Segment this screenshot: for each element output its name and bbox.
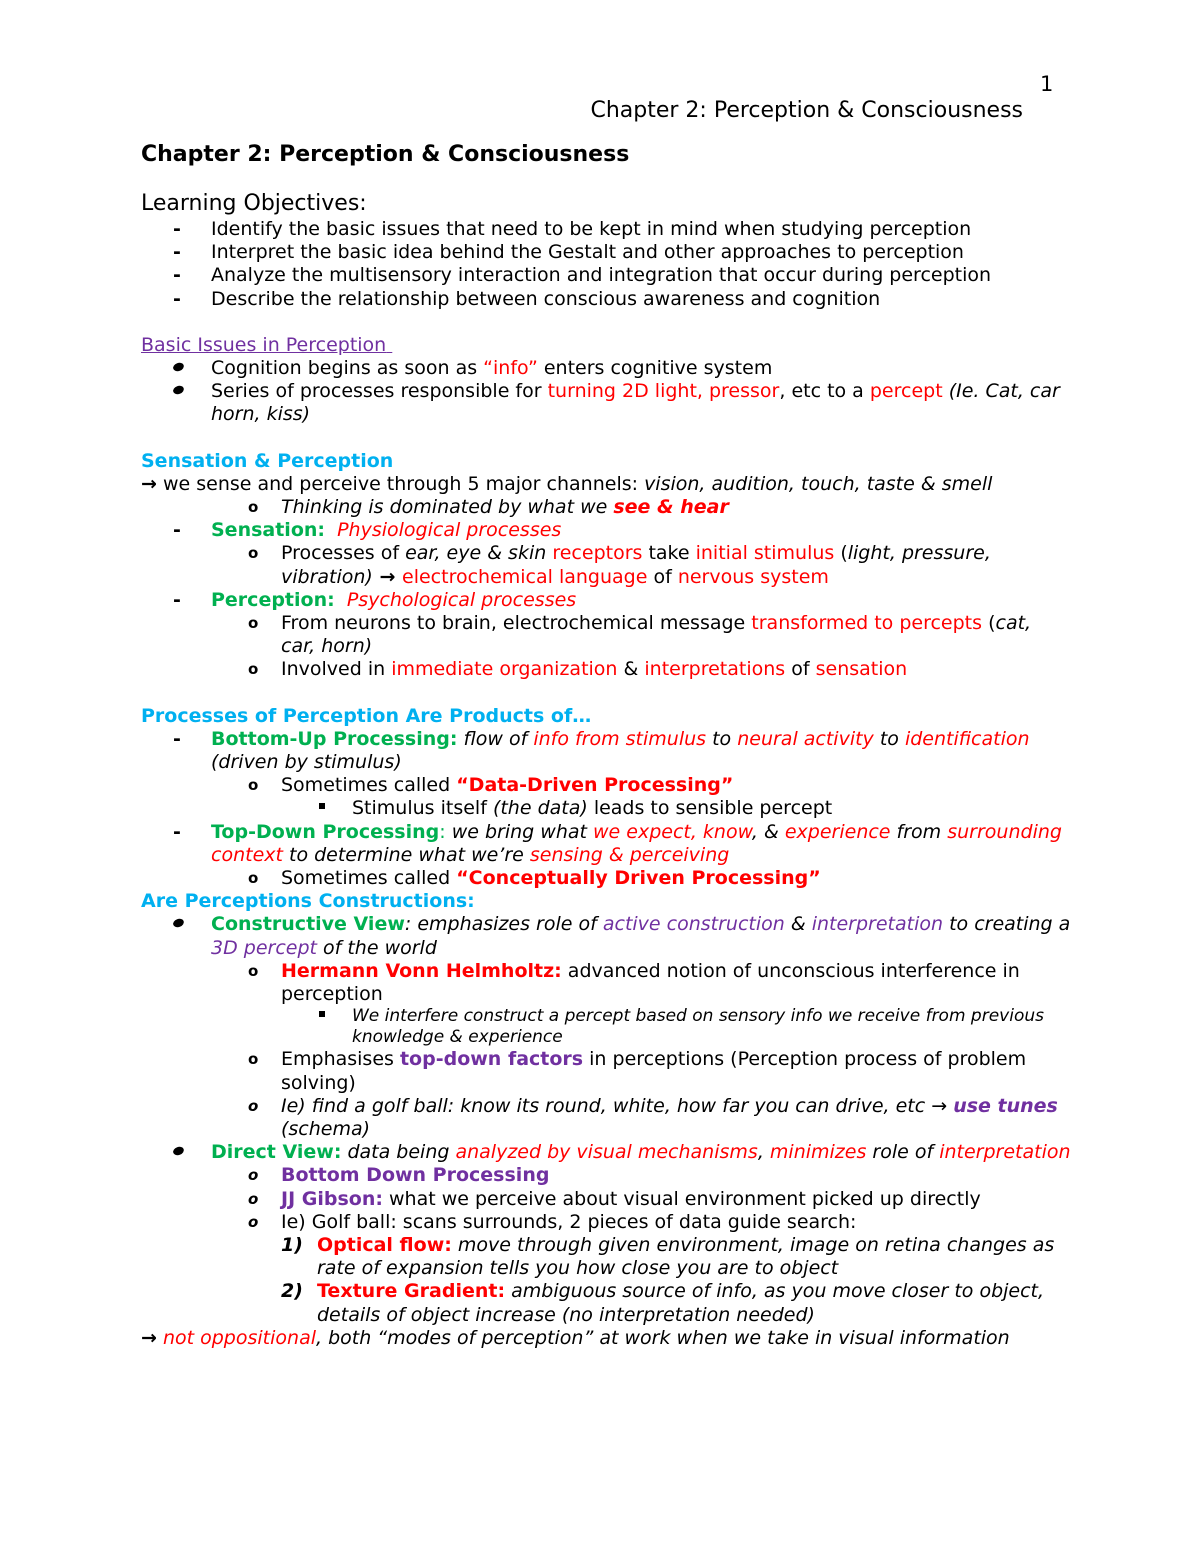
list-item: o Thinking is dominated by what we see & hear <box>248 496 729 519</box>
circle-bullet-icon: o <box>248 498 259 517</box>
square-bullet-icon <box>319 797 325 820</box>
list-item: o Sometimes called “Data-Driven Processing” <box>248 774 734 797</box>
circle-bullet-icon: o <box>248 1166 259 1185</box>
document-body <box>141 140 1071 1350</box>
list-item: o Emphasises top-down factors in perceptions (Perception process of problem solving) <box>248 1048 1027 1094</box>
list-item: 2) Texture Gradient: ambiguous source of info, as you move closer to object, details of object increase (no interpretation needed) <box>281 1280 1045 1326</box>
list-item: Constructive View: emphasizes role of active construction & interpretation to creating a 3D percept of the world <box>141 913 1071 959</box>
list-item: - Perception: Psychological processes <box>173 588 577 611</box>
list-item: - Analyze the multisensory interaction and integration that occur during perception <box>173 264 992 287</box>
list-item: o JJ Gibson: what we perceive about visual environment picked up directly <box>248 1187 981 1210</box>
list-item: 1) Optical flow: move through given environment, image on retina changes as rate of expansion tells you how close you are to object <box>281 1233 1055 1280</box>
dash-bullet-icon: - <box>173 287 181 310</box>
circle-bullet-icon: o <box>248 544 259 563</box>
paragraph: → not oppositional, both “modes of perception” at work when we take in visual information <box>141 1326 1010 1349</box>
list-item: o From neurons to brain, electrochemical message transformed to percepts (cat, car, horn) <box>248 612 1032 658</box>
list-item: o Ie) Golf ball: scans surrounds, 2 pieces of data guide search: <box>248 1210 857 1233</box>
list-item: o Ie) find a golf ball: know its round, white, how far you can drive, etc → use tunes (schema) <box>248 1094 1058 1140</box>
bullet-icon <box>173 1141 184 1164</box>
list-item: Cognition begins as soon as “info” enters cognitive system <box>141 357 1071 380</box>
circle-bullet-icon: o <box>248 776 259 795</box>
page-title: Chapter 2: Perception & Consciousness <box>141 142 630 167</box>
dash-bullet-icon: - <box>173 727 181 750</box>
square-bullet-icon <box>319 1006 325 1027</box>
running-header: Chapter 2: Perception & Consciousness <box>590 98 1023 123</box>
bullet-icon <box>173 357 184 380</box>
section-heading-sensation: Sensation & Perception <box>141 449 394 472</box>
learning-objectives-heading: Learning Objectives: <box>141 191 367 216</box>
paragraph: → we sense and perceive through 5 major channels: vision, audition, touch, taste & smell <box>141 472 993 495</box>
dash-bullet-icon: - <box>173 218 181 240</box>
circle-bullet-icon: o <box>248 1212 259 1231</box>
circle-bullet-icon: o <box>248 869 259 888</box>
list-item: o Processes of ear, eye & skin receptors take initial stimulus (light, pressure, vibration) → electrochemical language of nervous system <box>248 542 991 588</box>
list-item: We interfere construct a percept based on sensory info we receive from previous knowledge & experience <box>141 1006 1071 1048</box>
list-item: - Describe the relationship between conscious awareness and cognition <box>173 287 881 310</box>
list-item: o Bottom Down Processing <box>248 1164 550 1187</box>
section-heading-processes: Processes of Perception Are Products of… <box>141 704 592 727</box>
list-item: Direct View: data being analyzed by visual mechanisms, minimizes role of interpretation <box>141 1141 1071 1164</box>
list-item: - Bottom-Up Processing: flow of info from stimulus to neural activity to identification (driven by stimulus) <box>173 727 1030 774</box>
circle-bullet-icon: o <box>248 1189 259 1208</box>
list-item: - Interpret the basic idea behind the Gestalt and other approaches to perception <box>173 241 964 264</box>
dash-bullet-icon: - <box>173 241 181 264</box>
list-item: - Identify the basic issues that need to be kept in mind when studying perception <box>173 218 972 240</box>
page-number: 1 <box>1040 72 1054 96</box>
circle-bullet-icon: o <box>248 614 259 633</box>
circle-bullet-icon: o <box>248 961 259 980</box>
arrow-icon: → <box>141 1326 157 1349</box>
dash-bullet-icon: - <box>173 820 181 843</box>
bullet-icon <box>173 380 184 403</box>
section-heading-basic-issues: Basic Issues in Perception <box>141 333 387 356</box>
dash-bullet-icon: - <box>173 264 181 287</box>
list-item: o Involved in immediate organization & interpretations of sensation <box>248 658 908 681</box>
list-item: o Hermann Vonn Helmholtz: advanced notion of unconscious interference in perception <box>248 959 1020 1006</box>
learning-objectives-list <box>141 218 1071 311</box>
dash-bullet-icon: - <box>173 588 181 611</box>
list-item: - Top-Down Processing: we bring what we expect, know, & experience from surrounding context to determine what we’re sensing & perceiving <box>173 820 1062 866</box>
list-item: o Sometimes called “Conceptually Driven Processing” <box>248 867 821 890</box>
list-item: Series of processes responsible for turning 2D light, pressor, etc to a percept (Ie. Cat, car horn, kiss) <box>141 380 1071 426</box>
list-item: Stimulus itself (the data) leads to sensible percept <box>141 797 1071 820</box>
bullet-icon <box>173 913 184 936</box>
circle-bullet-icon: o <box>248 1096 259 1115</box>
circle-bullet-icon: o <box>248 1050 259 1069</box>
arrow-icon: → <box>141 472 157 495</box>
section-heading-constructions: Are Perceptions Constructions: <box>141 890 475 913</box>
dash-bullet-icon: - <box>173 519 181 542</box>
circle-bullet-icon: o <box>248 660 259 679</box>
list-item: - Sensation: Physiological processes <box>173 519 562 542</box>
